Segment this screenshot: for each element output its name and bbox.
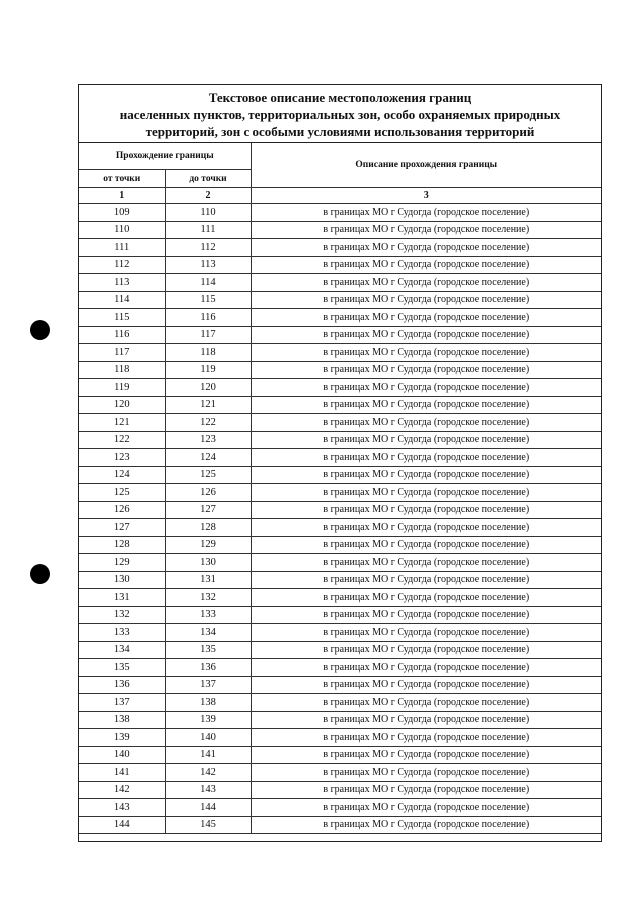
to-point-cell: 127 [165,501,251,519]
to-point-cell: 136 [165,659,251,677]
punch-hole [30,564,50,584]
title-line: населенных пунктов, территориальных зон, особо охраняемых природных [119,107,561,122]
to-point-cell: 144 [165,799,251,817]
table-row [79,641,601,659]
description-cell: в границах МО г Судогда (городское поселение) [251,379,601,397]
table-row [79,799,601,817]
to-point-cell: 121 [165,396,251,414]
table-row [79,606,601,624]
document-title [79,85,601,143]
from-point-cell: 127 [79,519,165,537]
to-point-cell: 118 [165,344,251,362]
description-cell: в границах МО г Судогда (городское поселение) [251,624,601,642]
description-cell: в границах МО г Судогда (городское поселение) [251,466,601,484]
table-row [79,361,601,379]
to-point-cell: 116 [165,309,251,327]
to-point-cell: 145 [165,816,251,834]
to-point-cell: 138 [165,694,251,712]
from-point-cell: 133 [79,624,165,642]
description-cell: в границах МО г Судогда (городское поселение) [251,676,601,694]
table-row [79,519,601,537]
table-body [79,204,601,834]
title-line: Текстовое описание местоположения границ [208,90,472,105]
to-point-cell: 126 [165,484,251,502]
to-point-cell: 111 [165,221,251,239]
description-cell: в границах МО г Судогда (городское поселение) [251,764,601,782]
column-number: 2 [165,188,251,204]
to-point-cell: 125 [165,466,251,484]
from-point-cell: 119 [79,379,165,397]
to-point-cell: 113 [165,256,251,274]
to-point-cell: 122 [165,414,251,432]
to-point-cell: 110 [165,204,251,222]
from-point-cell: 114 [79,291,165,309]
description-cell: в границах МО г Судогда (городское поселение) [251,204,601,222]
table-row [79,676,601,694]
from-point-cell: 142 [79,781,165,799]
table-row [79,239,601,257]
table-row [79,589,601,607]
description-cell: в границах МО г Судогда (городское поселение) [251,239,601,257]
table-row [79,431,601,449]
table-row [79,204,601,222]
from-point-cell: 144 [79,816,165,834]
description-cell: в границах МО г Судогда (городское поселение) [251,589,601,607]
description-cell: в границах МО г Судогда (городское поселение) [251,571,601,589]
description-cell: в границах МО г Судогда (городское поселение) [251,501,601,519]
description-cell: в границах МО г Судогда (городское поселение) [251,554,601,572]
from-point-cell: 116 [79,326,165,344]
header-to-point: до точки [165,170,251,188]
from-point-cell: 109 [79,204,165,222]
description-cell: в границах МО г Судогда (городское поселение) [251,781,601,799]
from-point-cell: 113 [79,274,165,292]
table-row [79,694,601,712]
table-row [79,554,601,572]
table-row [79,291,601,309]
title-line: территорий, зон с особыми условиями использования территорий [145,124,535,139]
table-row [79,274,601,292]
table-row [79,326,601,344]
to-point-cell: 139 [165,711,251,729]
to-point-cell: 137 [165,676,251,694]
table-row [79,466,601,484]
table-row [79,414,601,432]
description-cell: в границах МО г Судогда (городское поселение) [251,799,601,817]
table-row [79,624,601,642]
to-point-cell: 131 [165,571,251,589]
description-cell: в границах МО г Судогда (городское поселение) [251,361,601,379]
table-row [79,764,601,782]
table-row [79,571,601,589]
to-point-cell: 130 [165,554,251,572]
description-cell: в границах МО г Судогда (городское поселение) [251,711,601,729]
from-point-cell: 131 [79,589,165,607]
to-point-cell: 114 [165,274,251,292]
from-point-cell: 111 [79,239,165,257]
from-point-cell: 139 [79,729,165,747]
to-point-cell: 140 [165,729,251,747]
table-row [79,484,601,502]
from-point-cell: 132 [79,606,165,624]
from-point-cell: 120 [79,396,165,414]
table-row [79,816,601,834]
header-from-point: от точки [79,170,165,188]
from-point-cell: 115 [79,309,165,327]
to-point-cell: 123 [165,431,251,449]
description-cell: в границах МО г Судогда (городское поселение) [251,344,601,362]
from-point-cell: 118 [79,361,165,379]
from-point-cell: 117 [79,344,165,362]
description-cell: в границах МО г Судогда (городское поселение) [251,519,601,537]
to-point-cell: 115 [165,291,251,309]
from-point-cell: 143 [79,799,165,817]
table-row [79,711,601,729]
description-cell: в границах МО г Судогда (городское поселение) [251,746,601,764]
to-point-cell: 117 [165,326,251,344]
from-point-cell: 112 [79,256,165,274]
to-point-cell: 134 [165,624,251,642]
from-point-cell: 110 [79,221,165,239]
table-row [79,746,601,764]
from-point-cell: 137 [79,694,165,712]
table-row [79,659,601,677]
from-point-cell: 125 [79,484,165,502]
from-point-cell: 124 [79,466,165,484]
to-point-cell: 135 [165,641,251,659]
punch-hole [30,320,50,340]
to-point-cell: 132 [165,589,251,607]
description-cell: в границах МО г Судогда (городское поселение) [251,729,601,747]
from-point-cell: 123 [79,449,165,467]
from-point-cell: 130 [79,571,165,589]
description-cell: в границах МО г Судогда (городское поселение) [251,694,601,712]
description-cell: в границах МО г Судогда (городское поселение) [251,536,601,554]
from-point-cell: 140 [79,746,165,764]
document-frame [78,84,602,842]
from-point-cell: 126 [79,501,165,519]
table-row [79,781,601,799]
from-point-cell: 122 [79,431,165,449]
from-point-cell: 141 [79,764,165,782]
to-point-cell: 119 [165,361,251,379]
to-point-cell: 143 [165,781,251,799]
table-row [79,501,601,519]
description-cell: в границах МО г Судогда (городское поселение) [251,484,601,502]
to-point-cell: 112 [165,239,251,257]
description-cell: в границах МО г Судогда (городское поселение) [251,291,601,309]
to-point-cell: 120 [165,379,251,397]
description-cell: в границах МО г Судогда (городское поселение) [251,274,601,292]
from-point-cell: 136 [79,676,165,694]
from-point-cell: 134 [79,641,165,659]
header-description: Описание прохождения границы [251,143,601,188]
column-number: 3 [251,188,601,204]
description-cell: в границах МО г Судогда (городское поселение) [251,641,601,659]
to-point-cell: 142 [165,764,251,782]
to-point-cell: 124 [165,449,251,467]
from-point-cell: 138 [79,711,165,729]
table-row [79,396,601,414]
table-row [79,379,601,397]
to-point-cell: 133 [165,606,251,624]
description-cell: в границах МО г Судогда (городское поселение) [251,606,601,624]
from-point-cell: 129 [79,554,165,572]
from-point-cell: 128 [79,536,165,554]
table-row [79,344,601,362]
description-cell: в границах МО г Судогда (городское поселение) [251,221,601,239]
description-cell: в границах МО г Судогда (городское поселение) [251,396,601,414]
table-row [79,729,601,747]
to-point-cell: 141 [165,746,251,764]
to-point-cell: 128 [165,519,251,537]
table-row [79,309,601,327]
table-row [79,536,601,554]
column-number: 1 [79,188,165,204]
description-cell: в границах МО г Судогда (городское поселение) [251,256,601,274]
table-row [79,449,601,467]
description-cell: в границах МО г Судогда (городское поселение) [251,326,601,344]
description-cell: в границах МО г Судогда (городское поселение) [251,659,601,677]
to-point-cell: 129 [165,536,251,554]
from-point-cell: 135 [79,659,165,677]
header-boundary-passage: Прохождение границы [79,143,251,170]
description-cell: в границах МО г Судогда (городское поселение) [251,816,601,834]
table-row [79,256,601,274]
table-row [79,221,601,239]
description-cell: в границах МО г Судогда (городское поселение) [251,431,601,449]
boundary-table [79,143,601,834]
from-point-cell: 121 [79,414,165,432]
description-cell: в границах МО г Судогда (городское поселение) [251,309,601,327]
description-cell: в границах МО г Судогда (городское поселение) [251,414,601,432]
description-cell: в границах МО г Судогда (городское поселение) [251,449,601,467]
